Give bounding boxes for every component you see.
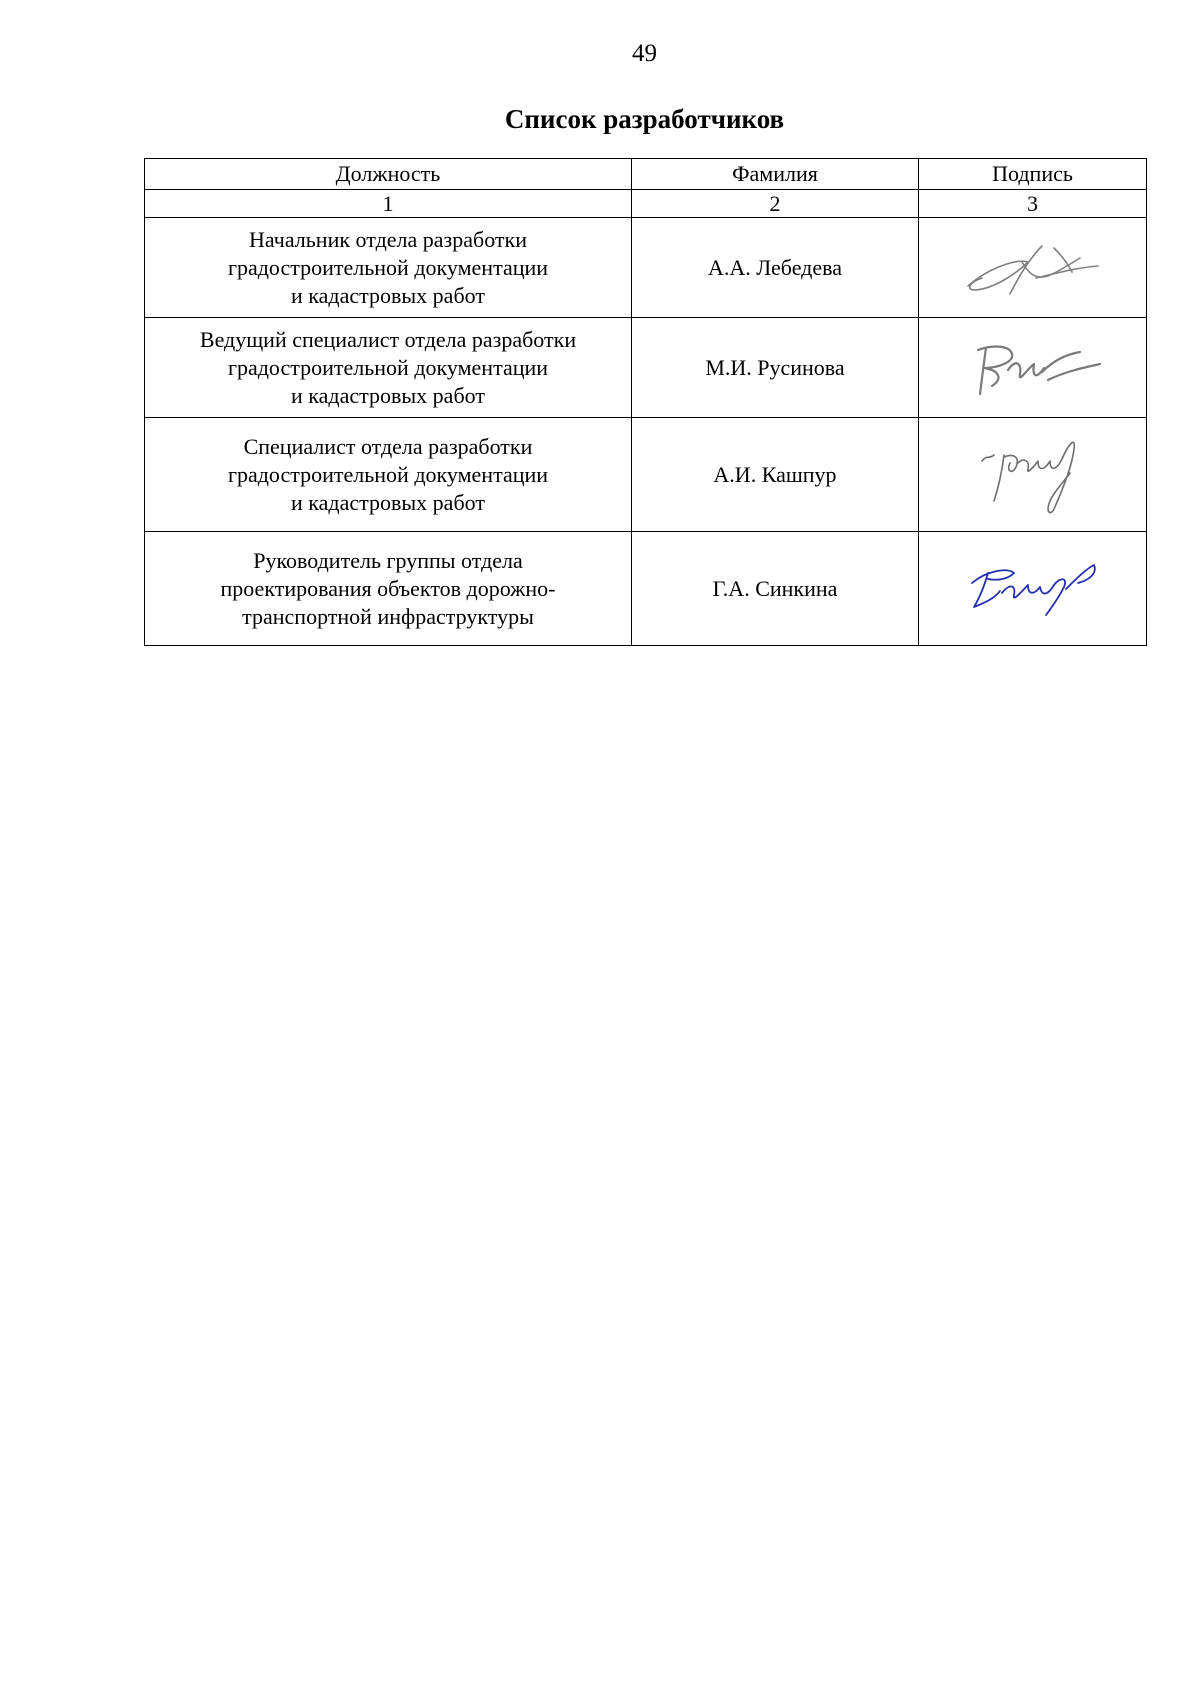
column-number-row xyxy=(145,190,1147,218)
signature-image xyxy=(958,427,1108,523)
position-cell xyxy=(145,532,632,646)
table-row xyxy=(145,218,1147,318)
position-line: проектирования объектов дорожно- xyxy=(220,575,556,601)
page-number: 49 xyxy=(632,40,657,67)
table-row xyxy=(145,318,1147,418)
position-line: градостроительной документации xyxy=(227,354,549,380)
signature-cell xyxy=(919,532,1147,646)
surname-cell: Г.А. Синкина xyxy=(632,532,919,646)
developers-table xyxy=(144,158,1147,646)
table-row xyxy=(145,532,1147,646)
position-line: и кадастровых работ xyxy=(291,282,485,308)
position-line: Ведущий специалист отдела разработки xyxy=(199,326,577,352)
signature-image xyxy=(958,328,1108,408)
signature-cell xyxy=(919,218,1147,318)
header-position: Должность xyxy=(145,159,632,190)
table-row xyxy=(145,418,1147,532)
column-number: 3 xyxy=(919,190,1147,218)
signature-image xyxy=(958,228,1108,308)
page-title: Список разработчиков xyxy=(504,104,785,134)
position-line: транспортной инфраструктуры xyxy=(242,603,534,629)
position-line: Специалист отдела разработки xyxy=(243,433,533,459)
surname-cell: М.И. Русинова xyxy=(632,318,919,418)
column-number: 1 xyxy=(145,190,632,218)
signature-image xyxy=(958,549,1108,629)
position-line: градостроительной документации xyxy=(227,461,549,487)
signature-cell xyxy=(919,318,1147,418)
header-signature: Подпись xyxy=(919,159,1147,190)
position-cell xyxy=(145,318,632,418)
signature-cell xyxy=(919,418,1147,532)
position-line: градостроительной документации xyxy=(227,254,549,280)
table-header-row xyxy=(145,159,1147,190)
position-cell xyxy=(145,418,632,532)
position-line: и кадастровых работ xyxy=(291,489,485,515)
header-surname: Фамилия xyxy=(632,159,919,190)
column-number: 2 xyxy=(632,190,919,218)
surname-cell: А.А. Лебедева xyxy=(632,218,919,318)
position-line: Начальник отдела разработки xyxy=(249,226,527,252)
position-line: Руководитель группы отдела xyxy=(253,547,523,573)
position-cell xyxy=(145,218,632,318)
position-line: и кадастровых работ xyxy=(291,382,485,408)
surname-cell: А.И. Кашпур xyxy=(632,418,919,532)
